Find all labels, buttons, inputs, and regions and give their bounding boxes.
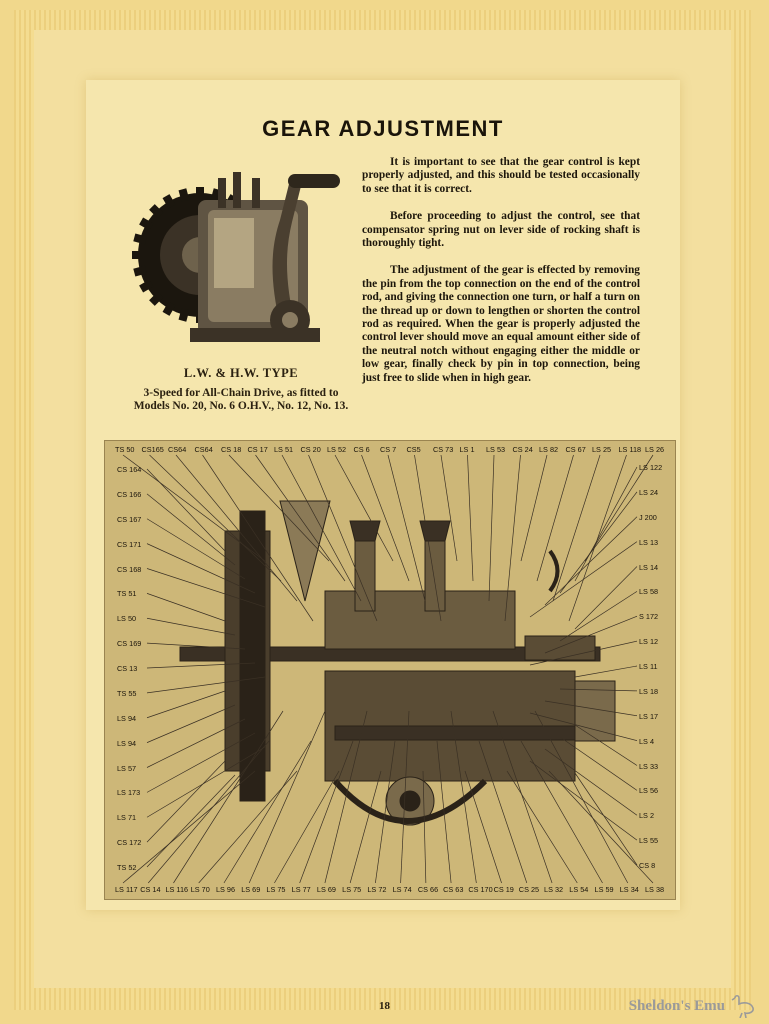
part-label-right-0: LS 122 — [639, 463, 663, 472]
part-label-bottom-16: CS 25 — [518, 885, 540, 894]
paragraph: The adjustment of the gear is effected by removing the pin from the top connection on the end of the control rod, and giving the connection one turn, or half a turn on the thread up or down to lengthen or shorten the control rod as required. When the gear is properly adjusted the control lever should move an equal amount either side of the neutral notch without engaging either the middle or low gear, finally check by pin in top connection, being just free to slide when in high gear. — [362, 264, 640, 384]
part-label-left-3: CS 171 — [117, 539, 142, 549]
part-label-top-8: LS 52 — [327, 445, 347, 454]
part-label-top-1: CS165 — [141, 445, 164, 454]
caption-type: L.W. & H.W. TYPE — [183, 366, 299, 380]
part-label-bottom-13: CS 63 — [443, 885, 464, 894]
part-label-left-12: LS 57 — [117, 763, 137, 773]
part-label-right-12: LS 33 — [639, 761, 659, 771]
part-label-bottom-14: CS 170 — [468, 885, 493, 894]
part-label-top-18: LS 25 — [592, 445, 612, 454]
part-label-left-16: TS 52 — [117, 863, 137, 872]
emu-icon — [729, 994, 757, 1018]
part-label-bottom-10: LS 72 — [367, 885, 387, 894]
part-label-top-16: LS 82 — [539, 445, 559, 454]
part-label-bottom-18: LS 54 — [569, 885, 589, 894]
part-label-bottom-2: LS 116 — [165, 885, 189, 894]
part-label-top-4: CS 18 — [221, 445, 242, 454]
part-label-top-12: CS 73 — [433, 445, 454, 454]
part-label-right-11: LS 4 — [639, 736, 655, 746]
paragraph: It is important to see that the gear control is kept properly adjusted, and this should be tested occasionally to see that it is correct. — [362, 156, 640, 195]
part-label-bottom-5: LS 69 — [241, 885, 261, 894]
part-label-right-9: LS 18 — [639, 686, 659, 696]
part-label-bottom-12: CS 66 — [417, 885, 439, 894]
part-label-left-11: LS 94 — [117, 738, 137, 748]
page-title: GEAR ADJUSTMENT — [262, 116, 504, 141]
part-label-bottom-17: LS 32 — [544, 885, 564, 894]
part-label-right-1: LS 24 — [639, 487, 659, 497]
part-label-bottom-15: CS 19 — [493, 885, 514, 894]
part-label-left-9: TS 55 — [117, 688, 137, 698]
part-label-top-11: CS5 — [406, 445, 421, 454]
part-label-top-14: LS 53 — [486, 445, 506, 454]
part-label-bottom-19: LS 59 — [594, 885, 614, 894]
photo-caption — [126, 366, 356, 413]
part-label-top-2: CS64 — [168, 445, 187, 454]
part-label-right-14: LS 2 — [639, 811, 655, 821]
part-label-top-6: LS 51 — [274, 445, 294, 454]
part-label-right-13: LS 56 — [639, 786, 659, 796]
paragraph: Before proceeding to adjust the control, see that compensator spring nut on lever side of rocking shaft is thoroughly tight. — [362, 210, 640, 250]
part-label-right-6: S 172 — [639, 612, 659, 622]
part-label-right-8: LS 11 — [639, 662, 658, 671]
part-label-bottom-11: LS 74 — [392, 885, 412, 894]
part-label-top-5: CS 17 — [247, 445, 268, 454]
part-label-left-8: CS 13 — [117, 664, 138, 673]
part-label-top-3: CS64 — [194, 445, 213, 454]
part-label-left-5: TS 51 — [117, 589, 137, 599]
part-label-left-2: CS 167 — [117, 514, 142, 524]
part-label-right-2: J 200 — [639, 512, 657, 522]
part-label-top-13: LS 1 — [459, 445, 475, 454]
part-label-right-4: LS 14 — [639, 562, 659, 572]
part-label-top-0: TS 50 — [115, 445, 135, 454]
part-label-bottom-3: LS 70 — [190, 885, 210, 894]
part-label-right-15: LS 55 — [639, 836, 659, 846]
part-label-left-13: LS 173 — [117, 788, 141, 798]
gearbox-section-diagram — [104, 440, 676, 900]
part-label-bottom-0: LS 117 — [115, 885, 138, 894]
watermark — [629, 994, 757, 1018]
part-label-right-5: LS 58 — [639, 587, 659, 597]
manual-page — [86, 80, 680, 910]
caption-description: 3-Speed for All-Chain Drive, as fitted to Models No. 20, No. 6 O.H.V., No. 12, No. 13. — [133, 387, 349, 412]
part-label-left-14: LS 71 — [117, 813, 137, 823]
watermark-text: Sheldon's Emu — [628, 997, 725, 1014]
part-label-bottom-1: CS 14 — [140, 885, 161, 894]
part-label-left-15: CS 172 — [117, 838, 142, 848]
part-label-bottom-4: LS 96 — [215, 885, 236, 894]
part-label-right-16: CS 8 — [639, 861, 656, 870]
part-label-bottom-21: LS 38 — [645, 885, 665, 894]
part-label-top-9: CS 6 — [353, 445, 370, 454]
part-label-left-10: LS 94 — [117, 713, 137, 723]
part-label-bottom-7: LS 77 — [291, 885, 311, 894]
instructions-text — [362, 156, 640, 399]
part-label-bottom-20: LS 34 — [619, 885, 639, 894]
part-label-left-6: LS 50 — [117, 614, 137, 624]
part-label-top-10: CS 7 — [380, 445, 397, 454]
part-label-right-10: LS 17 — [639, 711, 659, 721]
part-label-left-7: CS 169 — [117, 639, 142, 649]
part-label-top-19: LS 118 — [618, 445, 642, 454]
part-label-left-4: CS 168 — [117, 564, 142, 574]
part-label-top-20: LS 26 — [645, 445, 665, 454]
part-label-bottom-8: LS 69 — [316, 885, 336, 894]
part-label-bottom-6: LS 75 — [266, 885, 286, 894]
part-label-right-7: LS 12 — [639, 637, 659, 647]
part-label-left-1: CS 166 — [117, 489, 142, 499]
page-number: 18 — [379, 1000, 390, 1012]
part-label-right-3: LS 13 — [639, 537, 659, 547]
part-label-bottom-9: LS 75 — [342, 885, 362, 894]
section-drawing — [105, 441, 675, 899]
part-label-left-0: CS 164 — [117, 465, 142, 474]
part-label-top-15: CS 24 — [512, 445, 533, 454]
part-label-top-17: CS 67 — [565, 445, 586, 454]
part-label-top-7: CS 20 — [300, 445, 321, 454]
